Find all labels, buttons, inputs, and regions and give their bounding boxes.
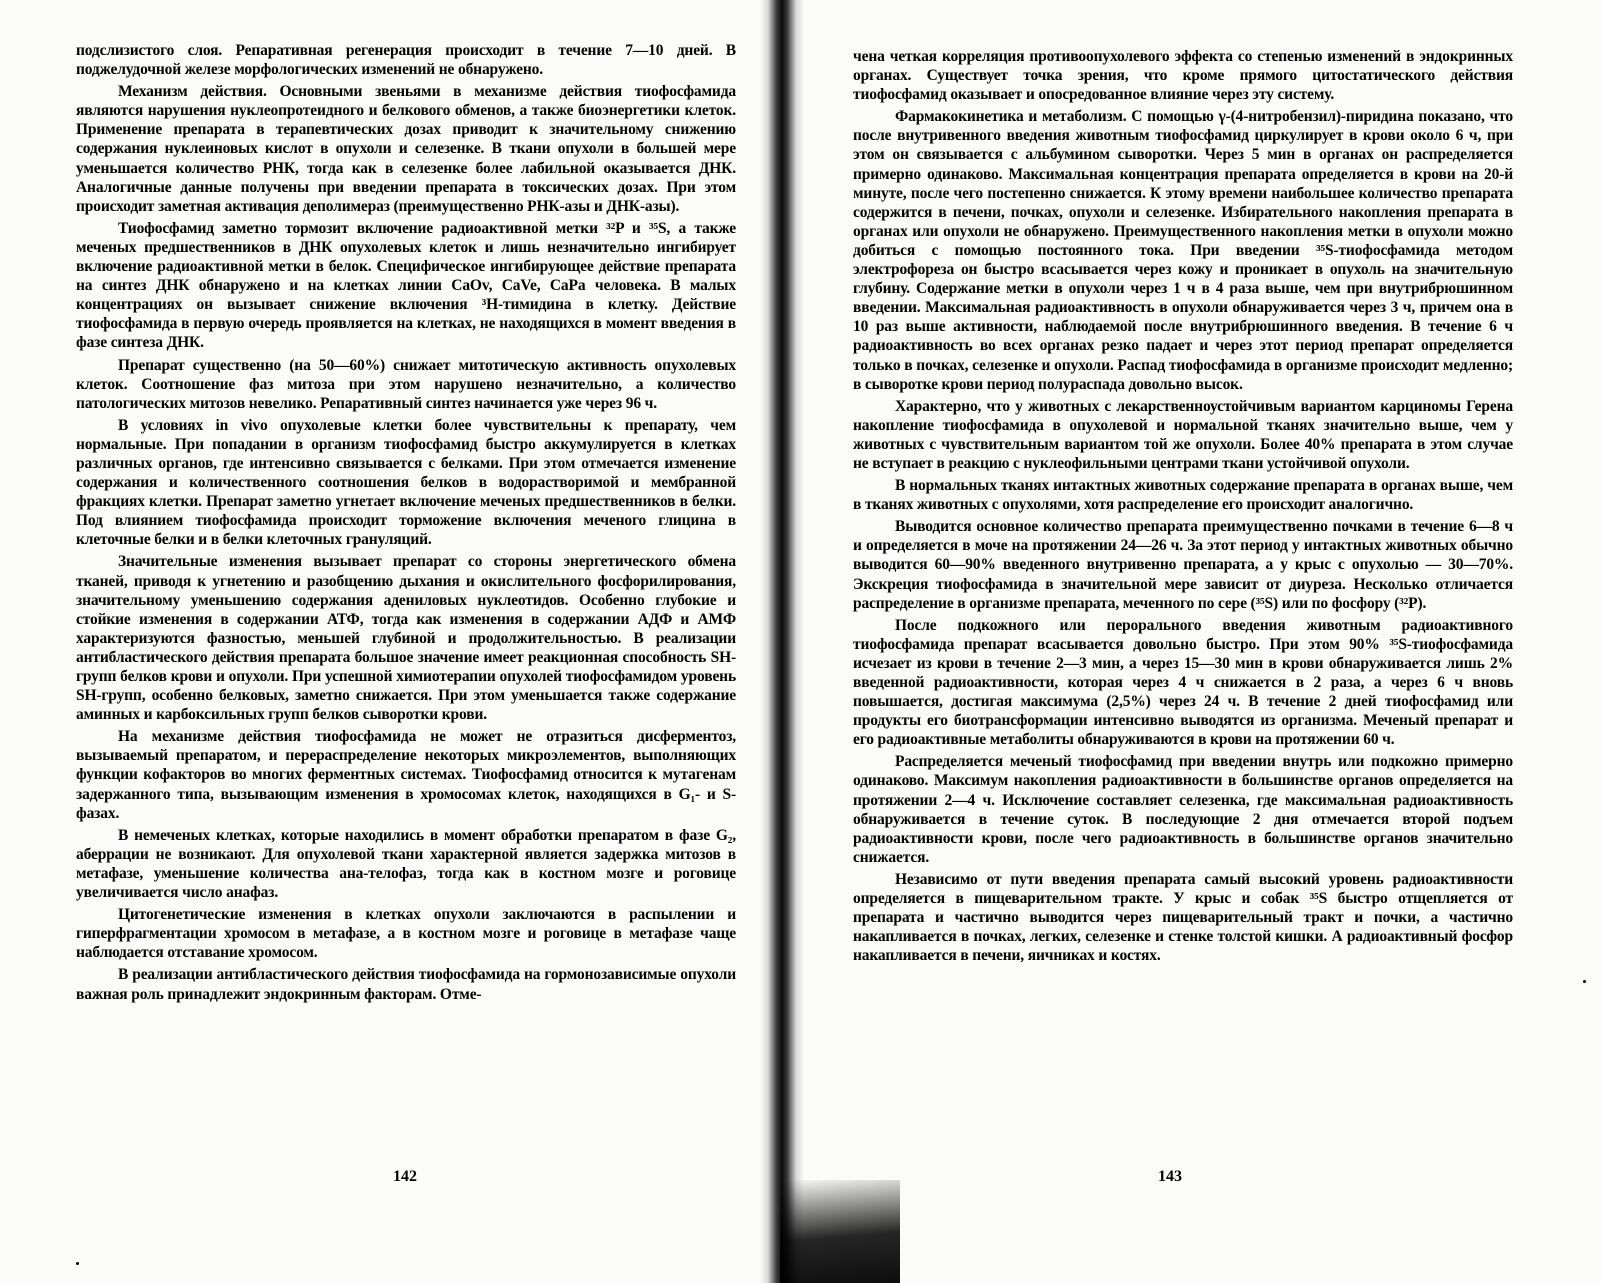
paragraph-text: Основными звеньями в механизме действия тиофосфамида являются нарушения нуклеопротеидного и белкового обменов, а также биоэнергетики клеток. Применение препарата в терапевтических дозах приводит к значительному снижению содержания нуклеиновых кислот в опухоли и селезенке. В ткани опухоли в большей мере уменьшается количество РНК, тогда как в селезенке более лабильной оказывается ДНК. Аналогичные данные получены при введении препарата в токсических дозах. При этом происходит заметная активация деполимераз (преимущественно РНК-азы и ДНК-азы). <box>76 83 736 215</box>
scan-speck <box>76 1262 79 1265</box>
paragraph: В немеченых клетках, которые находились в момент обработки препаратом в фазе G₂, аберрации не возникают. Для опухолевой ткани характерной является задержка митозов в метафазе, уменьшение количества ана-телофаз, тогда как в костном мозге и роговице увеличивается число анафаз. <box>76 826 736 902</box>
paragraph: Препарат существенно (на 50—60%) снижает митотическую активность опухолевых клеток. Соотношение фаз митоза при этом нарушено незначительно, а количество патологических митозов невелико. Репаративный синтез начинается уже через 96 ч. <box>76 356 736 412</box>
book-gutter <box>760 0 804 1283</box>
paragraph: Независимо от пути введения препарата самый высокий уровень радиоактивности определяется в пищеварительном тракте. У крыс и собак ³⁵S быстро отщепляется от препарата и частично выводится через пищеварительный тракт и почки, а частично накапливается в почках, легких, селезенке и стенке толстой кишки. А радиоактивный фосфор накапливается в печени, яичниках и костях. <box>853 870 1513 965</box>
paragraph-pharmacokinetics <box>853 107 1513 393</box>
paragraph: Значительные изменения вызывает препарат со стороны энергетического обмена тканей, приводя к угнетению и разобщению дыхания и окислительного фосфорилирования, значительному уменьшению содержания адениловых нуклеотидов. Особенно глубокие и стойкие изменения в содержании АТФ, тогда как изменения в содержании АДФ и АМФ характеризуются фазностью, меньшей глубиной и продолжительностью. В реализации антибластического действия препарата большое значение имеет реакционная способность SH-групп белков крови и опухоли. При успешной химиотерапии опухолей тиофосфамидом уровень SH-групп, особенно белковых, заметно снижается. При этом уменьшается также содержание аминных и карбоксильных групп белков сыворотки крови. <box>76 553 736 724</box>
paragraph: В условиях in vivo опухолевые клетки более чувствительны к препарату, чем нормальные. При попадании в организм тиофосфамид быстро аккумулируется в клетках различных органов, где интенсивно связывается с белками. При этом отмечается изменение содержания и количественного соотношения белков в водорастворимой и мембранной фракциях клетки. Препарат заметно угнетает включение меченых предшественников в белки. Под влиянием тиофосфамида происходит торможение включения меченого глицина в клеточные белки и в белки клеточных грануляций. <box>76 416 736 549</box>
section-heading-pharmacokinetics: Фармакокинетика и метаболизм. <box>895 108 1127 126</box>
paragraph: подслизистого слоя. Репаративная регенерация происходит в течение 7—10 дней. В поджелудочной железе морфологических изменений не обнаружено. <box>76 42 736 79</box>
left-text-column <box>76 41 736 1007</box>
paragraph: Цитогенетические изменения в клетках опухоли заключаются в распылении и гиперфрагментации хромосом в метафазе, а в костном мозге и роговице в метафазе чаще наблюдается отставание хромосом. <box>76 906 736 962</box>
paragraph: Характерно, что у животных с лекарственноустойчивым вариантом карциномы Герена накопление тиофосфамида в опухолевой и нормальной тканях значительно выше, чем у животных с чувствительным вариантом той же опухоли. Более 40% препарата в этом случае не вступает в реакцию с нуклеофильными центрами ткани устойчивой опухоли. <box>853 397 1513 472</box>
paragraph-mechanism <box>76 82 736 216</box>
gutter-shadow <box>780 1180 900 1283</box>
section-heading-mechanism: Механизм действия. <box>118 83 267 101</box>
paragraph: Выводится основное количество препарата преимущественно почками в течение 6—8 ч и определяется в моче на протяжении 24—26 ч. За этот период у интактных животных обычно выводится 60—90% введенного внутривенно препарата, а у крыс с опухолью — 30—70%. Экскреция тиофосфамида в значительной мере зависит от диуреза. Несколько отличается распределение в организме препарата, меченного по сере (³⁵S) или по фосфору (³²P). <box>853 518 1513 612</box>
paragraph: Тиофосфамид заметно тормозит включение радиоактивной метки ³²P и ³⁵S, а также меченых предшественников в ДНК опухолевых клеток и лишь незначительно ингибирует включение радиоактивной метки в белок. Специфическое ингибирующее действие препарата на синтез ДНК обнаружено и на клетках линии CaOv, CaVe, CaPa человека. В малых концентрациях он вызывает снижение включения ³H-тимидина в клетку. Действие тиофосфамида в первую очередь проявляется на клетках, не находящихся в момент введения в фазе синтеза ДНК. <box>76 219 736 352</box>
paragraph: На механизме действия тиофосфамида не может не отразиться дисферментоз, вызываемый препаратом, и перераспределение некоторых микроэлементов, выполняющих функции кофакторов во многих ферментных системах. Тиофосфамид относится к мутагенам задержанного типа, вызывающим изменения в хромосомах клеток, находящихся в G₁- и S-фазах. <box>76 728 736 822</box>
paragraph: В реализации антибластического действия тиофосфамида на гормонозависимые опухоли важная роль принадлежит эндокринным факторам. Отме- <box>76 966 736 1003</box>
paragraph-text: С помощью γ-(4-нитробензил)-пиридина показано, что после внутривенного введения животным тиофосфамид циркулирует в крови около 6 ч, при этом он связывается с альбумином сыворотки. Через 5 мин в органах он распределяется примерно одинаково. Максимальная концентрация препарата определяется в крови на 20-й минуте, после чего постепенно снижается. К этому времени наибольшее количество препарата содержится в печени, почках, опухоли и селезенке. Избирательного накопления препарата в органах или опухоли не обнаружено. Преимущественного накопления метки в опухоли можно добиться с помощью постоянного тока. При введении ³⁵S-тиофосфамида методом электрофореза он быстро всасывается через кожу и проникает в опухоль на значительную глубину. Содержание метки в опухоли через 1 ч в 4 раза выше, чем при внутрибрюшинном введении. Максимальная радиоактивность в опухоли обнаруживается через 3 ч, причем она в 10 раз выше активности, наблюдаемой после внутрибрюшинного введения. В течение 6 ч радиоактивность во всех органах резко падает и через этот период препарат определяется только в почках, селезенке и опухоли. Распад тиофосфамида в организме происходит медленно; в сыворотке крови период полураспада довольно высок. <box>853 108 1513 393</box>
page-number-left: 142 <box>393 1168 417 1185</box>
scan-speck <box>1583 980 1586 983</box>
left-page <box>0 0 778 1283</box>
page-number-right: 143 <box>1158 1168 1182 1185</box>
right-text-column <box>853 47 1513 968</box>
paragraph: чена четкая корреляция противоопухолевого эффекта со степенью изменений в эндокринных органах. Существует точка зрения, что кроме прямого цитостатического действия тиофосфамид оказывает и опосредованное влияние через эту систему. <box>853 48 1513 104</box>
paragraph: В нормальных тканях интактных животных содержание препарата в органах выше, чем в тканях животных с опухолями, хотя распределение его происходит аналогично. <box>853 477 1513 514</box>
paragraph: После подкожного или перорального введения животным радиоактивного тиофосфамида препарат всасывается довольно быстро. При этом 90% ³⁵S-тиофосфамида исчезает из крови в течение 2—3 мин, а через 15—30 мин в крови обнаруживается лишь 2% введенной радиоактивности, которая через 4 ч снижается в 2 раза, а через 6 ч вновь повышается, достигая максимума (2,5%) через 24 ч. В течение 2 дней тиофосфамид или продукты его биотрансформации интенсивно выводятся из организма. Меченый препарат и его радиоактивные метаболиты обнаруживаются в крови на протяжении 60 ч. <box>853 616 1513 749</box>
paragraph: Распределяется меченый тиофосфамид при введении внутрь или подкожно примерно одинаково. Максимум накопления радиоактивности в большинстве органов определяется на протяжении 2—4 ч. Исключение составляет селезенка, где максимальная радиоактивность обнаруживается в течение суток. В последующие 2 дня отмечается второй подъем радиоактивности крови, после чего радиоактивность в большинстве органов значительно снижается. <box>853 753 1513 866</box>
